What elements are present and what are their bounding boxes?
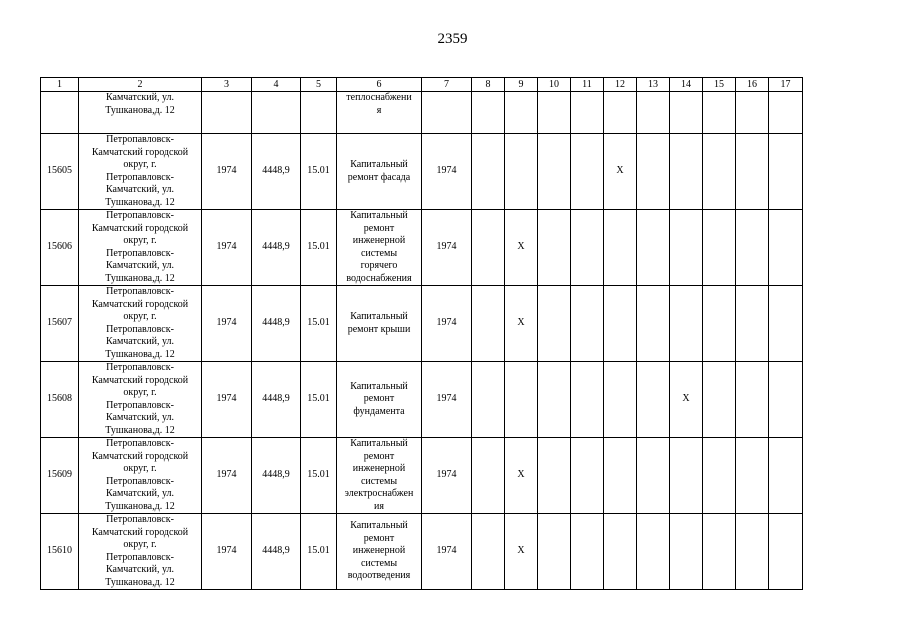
cell-empty	[670, 286, 703, 362]
cell-empty	[604, 514, 637, 590]
cell-empty	[538, 134, 571, 210]
cell-mark: X	[505, 210, 538, 286]
table-row	[41, 362, 803, 438]
cell-year-built: 1974	[202, 362, 252, 438]
cell-empty	[703, 362, 736, 438]
cell-year: 1974	[422, 438, 472, 514]
cell-empty	[769, 134, 803, 210]
table-row	[41, 286, 803, 362]
cell-empty	[637, 210, 670, 286]
cell-work: Капитальный ремонт инженерной системы горячего водоснабжения	[337, 210, 422, 286]
table-header-row	[41, 78, 803, 92]
column-header: 13	[637, 78, 670, 92]
column-header: 11	[571, 78, 604, 92]
cell-code: 15.01	[301, 134, 337, 210]
cell-empty	[703, 438, 736, 514]
cell-mark: X	[505, 438, 538, 514]
cell-work: Капитальный ремонт крыши	[337, 286, 422, 362]
cell-empty	[472, 286, 505, 362]
cell-id: 15606	[41, 210, 79, 286]
cell-year: 1974	[422, 362, 472, 438]
column-header: 15	[703, 78, 736, 92]
cell-id: 15605	[41, 134, 79, 210]
cell-id: 15607	[41, 286, 79, 362]
table-body	[41, 78, 803, 590]
cell-empty	[703, 514, 736, 590]
table-row	[41, 438, 803, 514]
column-header: 12	[604, 78, 637, 92]
cell-empty	[538, 438, 571, 514]
cell-code: 15.01	[301, 514, 337, 590]
cell-address: Камчатский, ул. Тушканова,д. 12	[79, 92, 202, 134]
cell-empty	[703, 92, 736, 134]
cell-year-built: 1974	[202, 286, 252, 362]
table-row	[41, 210, 803, 286]
column-header: 2	[79, 78, 202, 92]
cell-work: Капитальный ремонт фундамента	[337, 362, 422, 438]
cell-empty	[736, 134, 769, 210]
cell-empty	[604, 438, 637, 514]
cell-area: 4448,9	[252, 514, 301, 590]
cell-work: Капитальный ремонт инженерной системы водоотведения	[337, 514, 422, 590]
cell-id	[41, 92, 79, 134]
cell-address: Петропавловск- Камчатский городской округ, г. Петропавловск- Камчатский, ул. Тушканова,д. 12	[79, 210, 202, 286]
cell-empty	[472, 92, 505, 134]
cell-empty	[670, 134, 703, 210]
cell-area	[252, 92, 301, 134]
cell-mark: X	[505, 286, 538, 362]
cell-empty	[703, 210, 736, 286]
table-continuation-row	[41, 92, 803, 134]
cell-empty	[505, 92, 538, 134]
cell-year: 1974	[422, 210, 472, 286]
cell-empty	[736, 362, 769, 438]
cell-empty	[637, 134, 670, 210]
cell-empty	[736, 210, 769, 286]
cell-empty	[736, 286, 769, 362]
cell-empty	[769, 438, 803, 514]
cell-address: Петропавловск- Камчатский городской округ, г. Петропавловск- Камчатский, ул. Тушканова,д. 12	[79, 362, 202, 438]
cell-mark: X	[505, 514, 538, 590]
column-header: 6	[337, 78, 422, 92]
cell-empty	[571, 362, 604, 438]
cell-empty	[571, 134, 604, 210]
cell-empty	[538, 286, 571, 362]
cell-area: 4448,9	[252, 438, 301, 514]
cell-id: 15609	[41, 438, 79, 514]
cell-empty	[670, 438, 703, 514]
cell-year-built: 1974	[202, 134, 252, 210]
cell-empty	[637, 362, 670, 438]
column-header: 10	[538, 78, 571, 92]
cell-year-built: 1974	[202, 438, 252, 514]
cell-empty	[769, 92, 803, 134]
cell-empty	[769, 210, 803, 286]
cell-address: Петропавловск- Камчатский городской округ, г. Петропавловск- Камчатский, ул. Тушканова,д. 12	[79, 438, 202, 514]
cell-area: 4448,9	[252, 134, 301, 210]
cell-year: 1974	[422, 134, 472, 210]
cell-empty	[571, 92, 604, 134]
cell-empty	[505, 362, 538, 438]
cell-area: 4448,9	[252, 210, 301, 286]
cell-year-built: 1974	[202, 210, 252, 286]
cell-empty	[571, 210, 604, 286]
cell-empty	[472, 514, 505, 590]
cell-empty	[769, 514, 803, 590]
cell-empty	[472, 362, 505, 438]
cell-empty	[703, 134, 736, 210]
cell-empty	[736, 438, 769, 514]
cell-work: Капитальный ремонт инженерной системы электроснабжен ия	[337, 438, 422, 514]
cell-empty	[571, 286, 604, 362]
cell-year: 1974	[422, 514, 472, 590]
cell-year-built	[202, 92, 252, 134]
cell-empty	[538, 514, 571, 590]
column-header: 17	[769, 78, 803, 92]
cell-work: Капитальный ремонт фасада	[337, 134, 422, 210]
column-header: 4	[252, 78, 301, 92]
cell-mark: X	[604, 134, 637, 210]
cell-empty	[472, 134, 505, 210]
column-header: 14	[670, 78, 703, 92]
cell-empty	[604, 210, 637, 286]
cell-year-built: 1974	[202, 514, 252, 590]
cell-empty	[637, 438, 670, 514]
cell-year	[422, 92, 472, 134]
cell-code: 15.01	[301, 362, 337, 438]
cell-empty	[769, 362, 803, 438]
cell-empty	[571, 514, 604, 590]
cell-empty	[604, 92, 637, 134]
column-header: 16	[736, 78, 769, 92]
cell-code: 15.01	[301, 286, 337, 362]
column-header: 1	[41, 78, 79, 92]
cell-address: Петропавловск- Камчатский городской округ, г. Петропавловск- Камчатский, ул. Тушканова,д. 12	[79, 134, 202, 210]
cell-id: 15608	[41, 362, 79, 438]
column-header: 5	[301, 78, 337, 92]
cell-code: 15.01	[301, 210, 337, 286]
cell-empty	[604, 362, 637, 438]
cell-empty	[736, 514, 769, 590]
cell-address: Петропавловск- Камчатский городской округ, г. Петропавловск- Камчатский, ул. Тушканова,д. 12	[79, 286, 202, 362]
column-header: 8	[472, 78, 505, 92]
table-row	[41, 134, 803, 210]
cell-empty	[736, 92, 769, 134]
page-number: 2359	[437, 31, 468, 47]
cell-empty	[670, 514, 703, 590]
cell-empty	[604, 286, 637, 362]
cell-empty	[472, 438, 505, 514]
cell-id: 15610	[41, 514, 79, 590]
cell-empty	[637, 286, 670, 362]
cell-mark: X	[670, 362, 703, 438]
cell-empty	[538, 210, 571, 286]
cell-empty	[769, 286, 803, 362]
cell-area: 4448,9	[252, 362, 301, 438]
cell-empty	[472, 210, 505, 286]
cell-empty	[538, 362, 571, 438]
table-row	[41, 514, 803, 590]
register-table	[40, 77, 803, 590]
cell-empty	[703, 286, 736, 362]
column-header: 7	[422, 78, 472, 92]
column-header: 9	[505, 78, 538, 92]
cell-empty	[637, 514, 670, 590]
cell-empty	[571, 438, 604, 514]
cell-empty	[670, 210, 703, 286]
cell-code	[301, 92, 337, 134]
cell-empty	[670, 92, 703, 134]
cell-code: 15.01	[301, 438, 337, 514]
column-header: 3	[202, 78, 252, 92]
cell-work: теплоснабжени я	[337, 92, 422, 134]
cell-address: Петропавловск- Камчатский городской округ, г. Петропавловск- Камчатский, ул. Тушканова,д. 12	[79, 514, 202, 590]
cell-area: 4448,9	[252, 286, 301, 362]
cell-empty	[538, 92, 571, 134]
cell-empty	[637, 92, 670, 134]
cell-year: 1974	[422, 286, 472, 362]
cell-empty	[505, 134, 538, 210]
